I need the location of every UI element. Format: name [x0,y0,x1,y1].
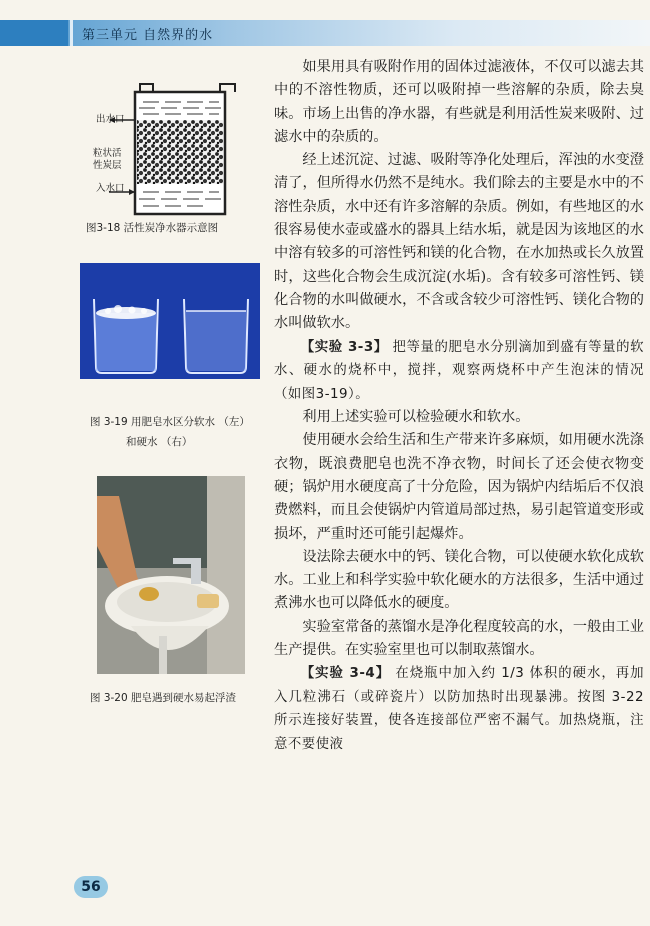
unit-title: 第三单元 自然界的水 [82,28,214,43]
header-divider [70,20,73,46]
body-text [274,56,644,756]
figure-3-19-caption-cont: 和硬水 （右） [126,436,193,448]
figure-3-20-caption: 图 3-20 肥皂遇到硬水易起浮渣 [90,692,237,704]
figure-3-19-caption: 图 3-19 用肥皂水区分软水 （左） [90,416,250,428]
header-accent [0,20,68,46]
washbasin-illustration [97,476,245,674]
experiment-3-4-text: 在烧瓶中加入约 1/3 体积的硬水，再加入几粒沸石（或碎瓷片）以防加热时出现暴沸。按图 3-22 所示连接好装置，使各连接部位严密不漏气。加热烧瓶，注意不要使液 [274,666,644,752]
figure-3-20-washbasin-photo [97,476,245,674]
experiment-3-4-tag: 【实验 3-4】 [300,666,391,682]
paragraph-4: 使用硬水会给生活和生产带来许多麻烦，如用硬水洗涤衣物，既浪费肥皂也洗不净衣物，时间长了还会使衣物变硬；锅炉用水硬度高了十分危险，因为锅炉内结垢后不仅浪费燃料，而且会使锅炉内管道局部过热，易引起管道变形或损坏，严重时还可能引起爆炸。 [274,432,644,542]
figure-3-18-caption: 图3-18 活性炭净水器示意图 [86,222,219,234]
experiment-3-3 [274,336,644,407]
beakers-illustration [80,263,260,379]
paragraph-1: 如果用具有吸附作用的固体过滤液体，不仅可以滤去其中的不溶性物质，还可以吸附掉一些溶解的杂质，除去臭味。市场上出售的净水器，有些就是利用活性炭来吸附、过滤水中的杂质的。 [274,59,644,145]
carbon-layer-label: 粒状活 性炭层 [93,148,122,171]
paragraph-3: 利用上述实验可以检验硬水和软水。 [302,409,530,426]
figure-3-19-beakers-photo [80,263,260,379]
outlet-label: 出水口 [96,114,125,125]
page-number: 56 [74,876,108,898]
inlet-label: 入水口 [96,183,125,194]
experiment-3-3-text: 把等量的肥皂水分别滴加到盛有等量的软水、硬水的烧杯中，搅拌，观察两烧杯中产生泡沫的情况（如图3-19）。 [274,339,644,402]
paragraph-6: 实验室常备的蒸馏水是净化程度较高的水，一般由工业生产提供。在实验室里也可以制取蒸馏水。 [274,618,644,659]
paragraph-5: 设法除去硬水中的钙、镁化合物，可以使硬水软化成软水。工业上和科学实验中软化硬水的方法很多，生活中通过煮沸水也可以降低水的硬度。 [274,548,644,612]
experiment-3-3-tag: 【实验 3-3】 [300,339,388,355]
experiment-3-4 [274,662,644,756]
paragraph-2: 经上述沉淀、过滤、吸附等净化处理后，浑浊的水变澄清了，但所得水仍然不是纯水。我们除去的主要是水中的不溶性杂质，水中还有许多溶解的杂质。例如，有些地区的水很容易使水壶或盛水的器具上结水垢，就是因为该地区的水中溶有较多的可溶性钙和镁的化合物，在水加热或长久放置时，这些化合物会生成沉淀(水垢)。含有较多可溶性钙、镁化合物的水叫做硬水，不含或含较少可溶性钙、镁化合物的水叫做软水。 [274,152,644,332]
